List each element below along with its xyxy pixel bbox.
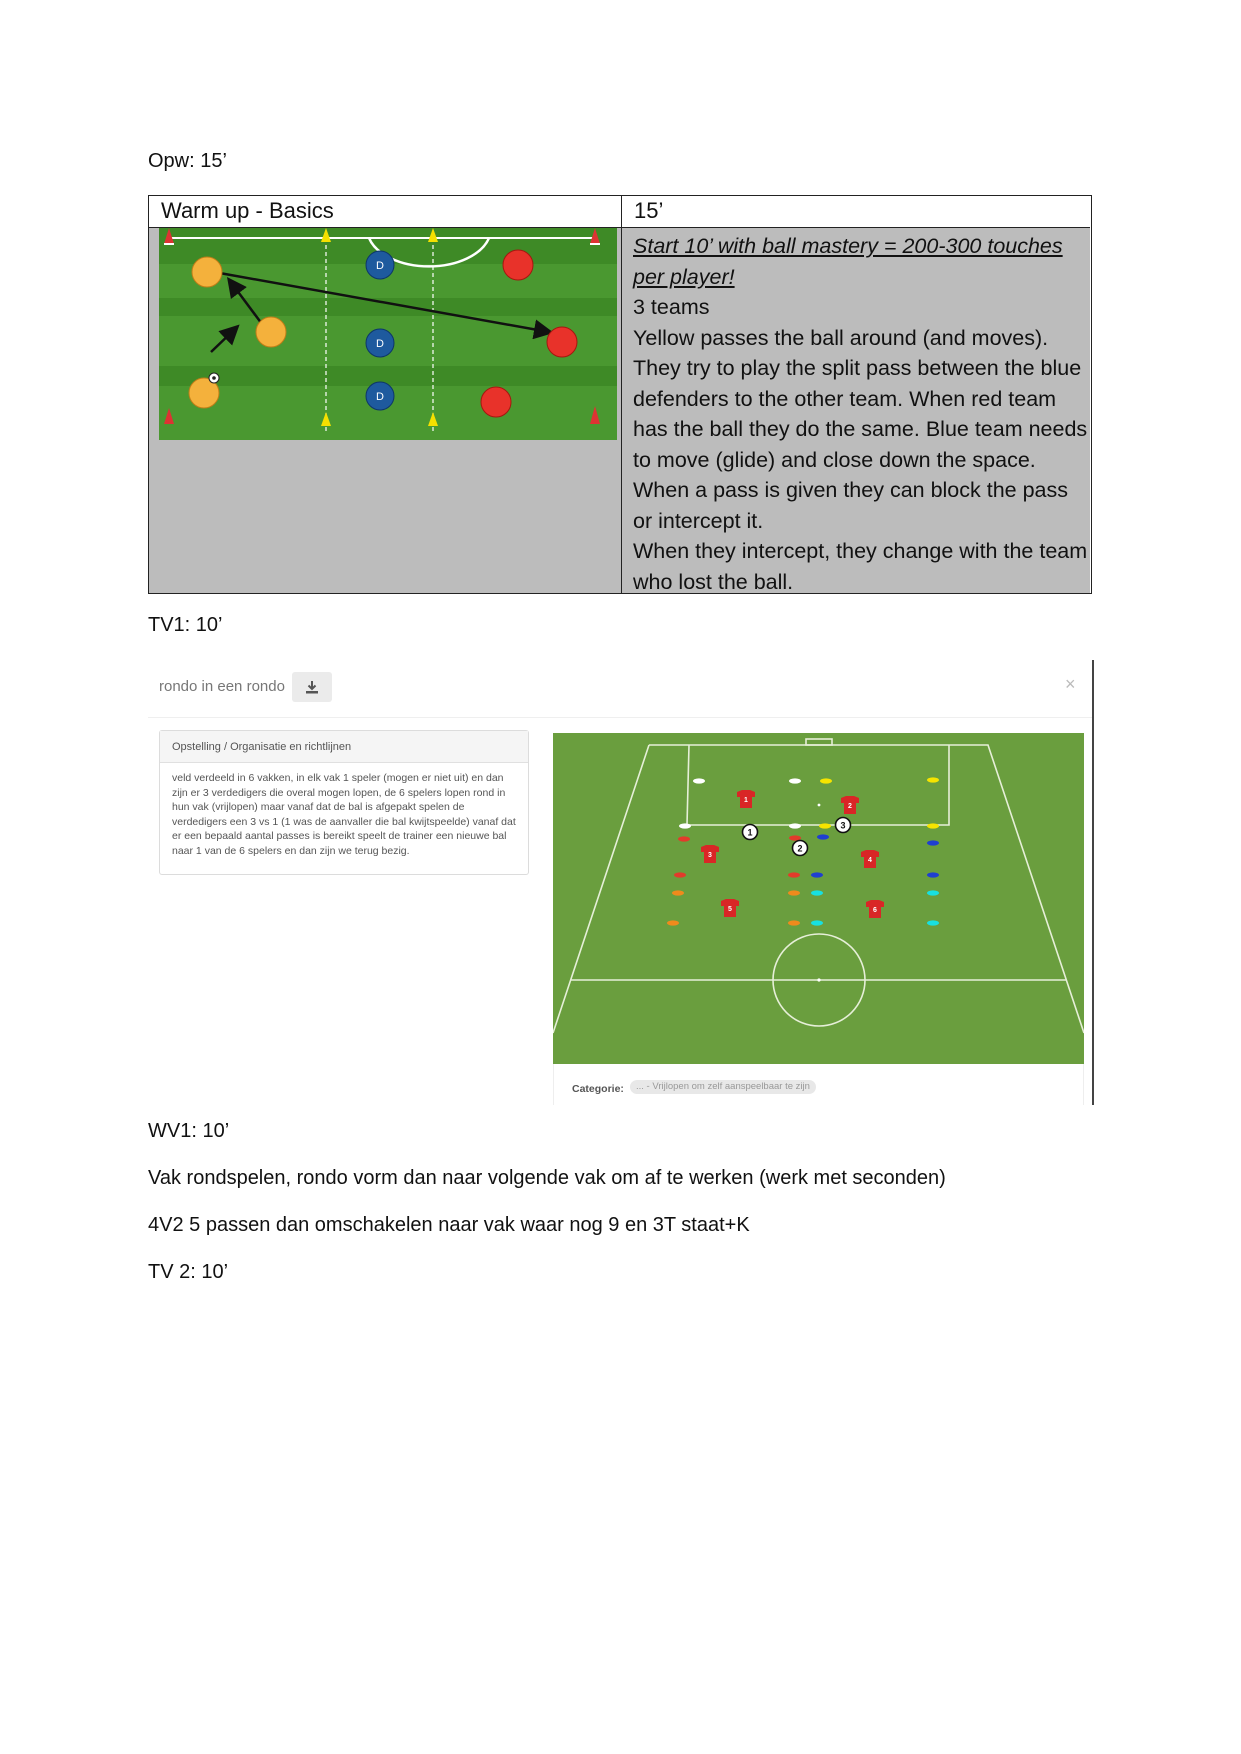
shirt-number: 3 — [708, 852, 712, 859]
category-row — [553, 1064, 1084, 1105]
wv1-line-1: Vak rondspelen, rondo vorm dan naar volgende vak om af te werken (werk met seconden) — [148, 1167, 946, 1189]
defender-marker — [366, 382, 394, 410]
organisation-card — [159, 730, 529, 875]
shirt-number: 1 — [744, 797, 748, 804]
defender-marker — [743, 825, 758, 840]
defender-marker — [366, 329, 394, 357]
section-wv1: WV1: 10’ — [148, 1120, 230, 1142]
organisation-heading: Opstelling / Organisatie en richtlijnen — [160, 731, 528, 763]
shirt-number: 6 — [873, 907, 877, 914]
section-tv2: TV 2: 10’ — [148, 1261, 229, 1283]
rondo-field-diagram — [553, 733, 1084, 1064]
defender-label: D — [376, 391, 384, 403]
warmup-intercept: When they intercept, they change with the team who lost the ball. — [633, 539, 1088, 594]
category-tag[interactable]: ... - Vrijlopen om zelf aanspeelbaar te zijn — [630, 1080, 816, 1094]
warmup-duration: 15’ — [621, 196, 1090, 228]
shirt-number: 4 — [868, 857, 872, 864]
soccer-ball-icon — [209, 373, 219, 383]
warmup-drill-diagram — [159, 228, 617, 440]
defender-number: 1 — [747, 827, 753, 838]
warmup-table — [148, 195, 1092, 594]
download-button[interactable] — [292, 672, 332, 702]
defender-label: D — [376, 260, 384, 272]
rondo-exercise-panel — [148, 660, 1094, 1105]
section-tv1: TV1: 10’ — [148, 614, 223, 636]
organisation-text: veld verdeeld in 6 vakken, in elk vak 1 speler (mogen er niet uit) en dan zijn er 3 verdedigers die overal mogen lopen, de 6 spelers lopen rond in hun vak (vrijlopen) maar vanaf dat de bal is afgepakt spelen de verdedigers een 3 vs 1 (1 was de aanvaller die bal kwijtspeelde) vanaf dat er een bepaald aantal passes is bereikt speelt de trainer een nieuwe bal naar 1 van de 6 spelers en dan zijn we terug bezig. — [172, 772, 516, 857]
warmup-text-cell — [621, 228, 1090, 593]
defender-number: 3 — [840, 820, 846, 831]
defender-label: D — [376, 338, 384, 350]
defender-marker — [836, 818, 851, 833]
wv1-line-2: 4V2 5 passen dan omschakelen naar vak waar nog 9 en 3T staat+K — [148, 1214, 750, 1236]
warmup-description: Yellow passes the ball around (and moves). They try to play the split pass between the blue defenders to the other team. When red team has the ball they do the same. Blue team needs to move (glide) and close down the space. When a pass is given they can block the pass or intercept it. — [633, 325, 1088, 533]
warmup-diagram-cell — [149, 228, 621, 593]
warmup-title: Warm up - Basics — [149, 196, 621, 228]
section-opw: Opw: 15’ — [148, 150, 227, 172]
defender-marker — [793, 841, 808, 856]
download-icon — [305, 681, 319, 694]
close-icon[interactable]: × — [1065, 674, 1076, 694]
exercise-title: rondo in een rondo — [159, 678, 285, 695]
warmup-intro: Start 10’ with ball mastery = 200-300 touches per player! — [633, 234, 1063, 289]
category-label: Categorie: — [572, 1083, 624, 1095]
shirt-number: 5 — [728, 906, 732, 913]
warmup-teams: 3 teams — [633, 295, 710, 319]
defender-marker — [366, 251, 394, 279]
defender-number: 2 — [797, 843, 803, 854]
shirt-number: 2 — [848, 803, 852, 810]
